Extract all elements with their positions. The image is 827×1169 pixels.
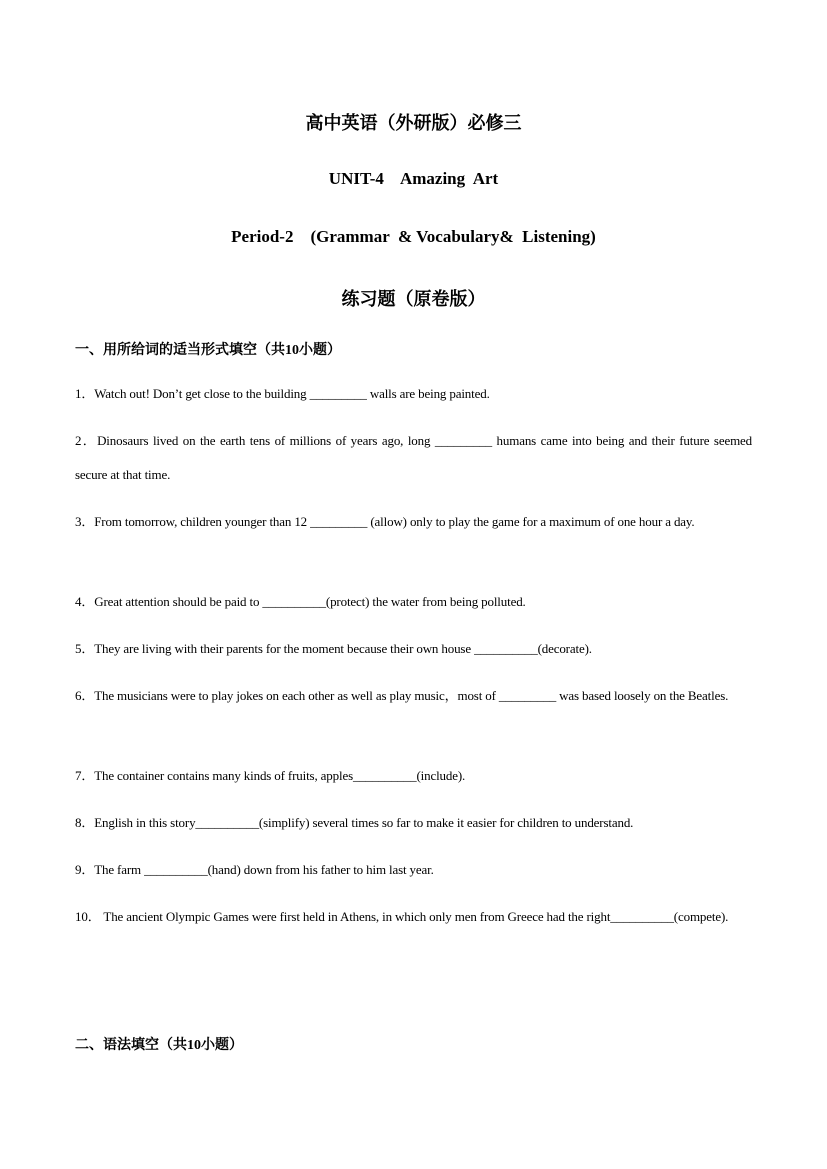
unit-title: UNIT-4 Amazing Art bbox=[328, 169, 499, 188]
question-6: 6．The musicians were to play jokes on each other as well as play music，most of _________ was based loosely on the Beatles. bbox=[75, 688, 729, 703]
question-4: 4．Great attention should be paid to __________(protect) the water from being polluted. bbox=[75, 594, 526, 609]
question-10: 10． The ancient Olympic Games were first held in Athens, in which only men from Greece had the right__________(compete). bbox=[75, 909, 729, 924]
question-9: 9．The farm __________(hand) down from his father to him last year. bbox=[75, 862, 434, 877]
question-1: 1．Watch out! Don’t get close to the building _________ walls are being painted. bbox=[75, 386, 490, 401]
section-2-heading: 二、语法填空（共10小题） bbox=[75, 1038, 243, 1053]
question-7: 7．The container contains many kinds of fruits, apples__________(include). bbox=[75, 768, 466, 783]
question-2: 2．Dinosaurs lived on the earth tens of millions of years ago, long _________ humans came into being and their future seemed secure at that time. bbox=[75, 433, 752, 482]
exercise-subtitle: 练习题（原卷版） bbox=[341, 289, 486, 309]
period-title: Period-2 (Grammar & Vocabulary& Listening) bbox=[231, 227, 596, 246]
question-3: 3．From tomorrow, children younger than 12 _________ (allow) only to play the game for a maximum of one hour a day. bbox=[75, 514, 695, 529]
document-title: 高中英语（外研版）必修三 bbox=[305, 113, 522, 133]
question-8: 8．English in this story__________(simplify) several times so far to make it easier for children to understand. bbox=[75, 815, 634, 830]
question-5: 5．They are living with their parents for the moment because their own house __________(decorate). bbox=[75, 641, 592, 656]
section-1-heading: 一、用所给词的适当形式填空（共10小题） bbox=[75, 343, 341, 358]
